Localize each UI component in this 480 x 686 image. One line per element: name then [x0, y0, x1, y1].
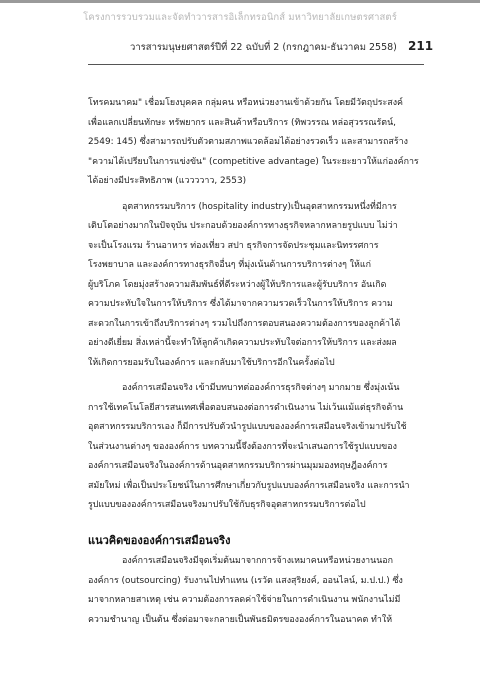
- text-line: 2549: 145) ซึ่งสามารถปรับตัวตามสภาพแวดล้อมได้อย่างรวดเร็ว และสามารถสร้าง: [88, 137, 408, 147]
- article-body: [88, 94, 424, 522]
- text-line: โรงพยาบาล และองค์การทางธุรกิจอื่นๆ ที่มุ่งเน้นด้านการบริการต่างๆ ให้แก่: [88, 260, 371, 270]
- text-line: สะดวกในการเข้าถึงบริการต่างๆ รวมไปถึงการตอบสนองความต้องการของลูกค้าได้: [88, 318, 401, 329]
- text-line: อุตสาหกรรมบริการเอง ก็มีการปรับตัวนำรูปแบบขององค์การเสมือนจริงเข้ามาปรับใช้: [88, 422, 407, 432]
- text-line: โทรคมนาคม" เชื่อมโยงบุคคล กลุ่มคน หรือหน่วยงานเข้าด้วยกัน โดยมีวัตถุประสงค์: [88, 98, 403, 108]
- text-line: ผู้บริโภค โดยมุ่งสร้างความสัมพันธ์ที่ดีระหว่างผู้ให้บริการและผู้รับบริการ อันเกิด: [88, 279, 387, 290]
- text-line: ในส่วนงานต่างๆ ขององค์การ บทความนี้จึงต้องการที่จะนำเสนอการใช้รูปแบบของ: [88, 441, 397, 452]
- text-line: ให้เกิดการยอมรับในองค์การ และกลับมาใช้บริการอีกในครั้งต่อไป: [88, 357, 335, 368]
- text-line: อุตสาหกรรมบริการ (hospitality industry)เป็นอุตสาหกรรมหนึ่งที่มีการ: [122, 201, 397, 212]
- text-line: องค์การเสมือนจริงมีจุดเริ่มต้นมาจากการจ้างเหมาคนหรือหน่วยงานนอก: [122, 556, 393, 566]
- paragraph-2: [88, 198, 424, 374]
- text-line: สมัยใหม่ เพื่อเป็นประโยชน์ในการศึกษาเกี่ยวกับรูปแบบองค์การเสมือนจริง และการนำ: [88, 480, 410, 491]
- text-line: จะเป็นโรงแรม ร้านอาหาร ท่องเที่ยว สปา ธุรกิจการจัดประชุมและนิทรรศการ: [88, 240, 379, 251]
- text-line: การใช้เทคโนโลยีสารสนเทศเพื่อตอบสนองต่อการดำเนินงาน ไม่เว้นแม้แต่ธุรกิจด้าน: [88, 402, 404, 413]
- text-line: "ความได้เปรียบในการแข่งขัน" (competitive advantage) ในระยะยาวให้แก่องค์การ: [88, 156, 419, 167]
- text-line: ความประทับใจในการให้บริการ ซึ่งได้มาจากความรวดเร็วในการให้บริการ ความ: [88, 299, 393, 309]
- text-line: องค์การเสมือนจริง เข้ามีบทบาทต่อองค์การธุรกิจต่างๆ มากมาย ซึ่งมุ่งเน้น: [122, 383, 400, 393]
- page-top-rule: [0, 0, 480, 3]
- running-header: วารสารมนุษยศาสตร์ปีที่ 22 ฉบับที่ 2 (กรกฎาคม-ธันวาคม 2558): [130, 42, 397, 53]
- text-line: องค์การเสมือนจริงในองค์การด้านอุตสาหกรรมบริการผ่านมุมมองทฤษฎีองค์การ: [88, 461, 388, 471]
- section-body: [88, 552, 424, 636]
- page-number: 211: [408, 39, 434, 53]
- text-line: เพื่อแลกเปลี่ยนทักษะ ทรัพยากร และสินค้าหรือบริการ (ทิพวรรณ หล่อสุวรรณรัตน์,: [88, 117, 396, 128]
- text-line: องค์การ (outsourcing) รับงานไปทำแทน (เรวัต แสงสุริยงค์, ออนไลน์, ม.ป.ป.) ซึ่ง: [88, 575, 403, 586]
- header-rule: [88, 64, 424, 65]
- section-heading: แนวคิดขององค์การเสมือนจริง: [88, 534, 231, 547]
- paragraph-4: [88, 552, 424, 630]
- text-line: มาจากหลายสาเหตุ เช่น ความต้องการลดค่าใช้จ่ายในการดำเนินงาน พนักงานไม่มี: [88, 595, 401, 605]
- paragraph-3: [88, 379, 424, 516]
- text-line: ความชำนาญ เป็นต้น ซึ่งต่อมาจะกลายเป็นพันธมิตรขององค์การในอนาคต ทำให้: [88, 614, 393, 625]
- text-line: อย่างดีเยี่ยม สิ่งเหล่านี้จะทำให้ลูกค้าเกิดความประทับใจต่อการให้บริการ และส่งผล: [88, 338, 397, 348]
- text-line: รูปแบบขององค์การเสมือนจริงมาปรับใช้กับธุรกิจอุตสาหกรรมบริการต่อไป: [88, 500, 366, 510]
- text-line: เติบโตอย่างมากในปัจจุบัน ประกอบด้วยองค์การทางธุรกิจหลากหลายรูปแบบ ไม่ว่า: [88, 221, 398, 231]
- watermark: โครงการรวบรวมและจัดทำวารสารอิเล็กทรอนิกส์ มหาวิทยาลัยเกษตรศาสตร์: [83, 12, 397, 23]
- text-line: ได้อย่างมีประสิทธิภาพ (แววววาว, 2553): [88, 176, 247, 186]
- paragraph-1: [88, 94, 424, 192]
